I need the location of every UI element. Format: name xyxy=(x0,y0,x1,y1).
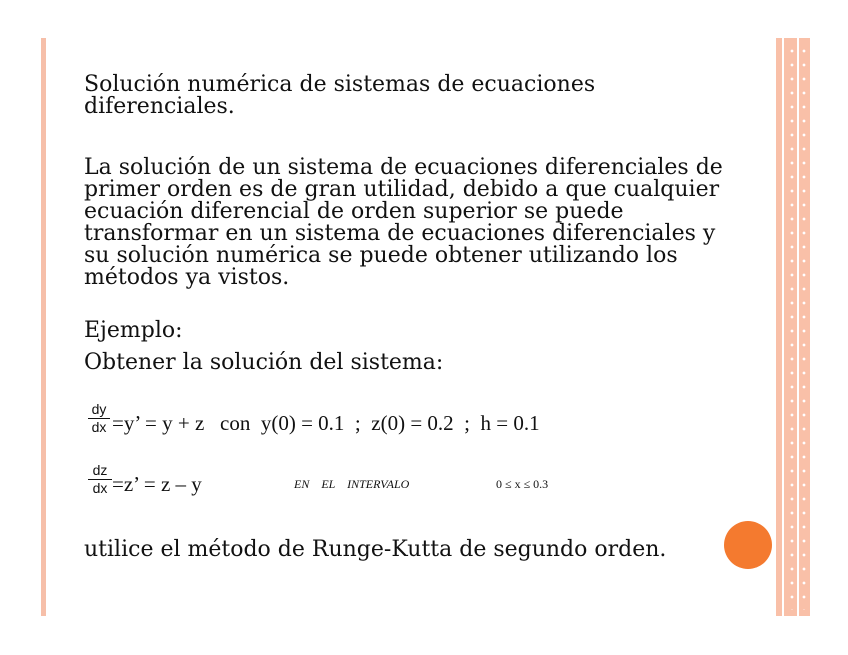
orange-circle-decoration xyxy=(724,521,772,569)
paragraph-line: ecuación diferencial de orden superior se puede xyxy=(84,199,624,224)
slide-title xyxy=(84,74,724,118)
border-dots xyxy=(790,44,794,610)
paragraph-line: métodos ya vistos. xyxy=(84,265,290,290)
border-dots xyxy=(802,44,806,610)
fraction-dz-dx xyxy=(88,463,112,496)
equation-2-body: =z’ = z – y xyxy=(112,472,202,496)
example-label: Ejemplo: xyxy=(84,318,183,343)
equation-1-body: =y’ = y + z con y(0) = 0.1 ; z(0) = 0.2 ; h = 0.1 xyxy=(112,411,540,435)
right-decorative-border xyxy=(776,38,810,616)
title-line: diferenciales. xyxy=(84,94,235,119)
fraction-denominator: dx xyxy=(91,419,107,435)
paragraph-line: La solución de un sistema de ecuaciones diferenciales de xyxy=(84,155,723,180)
paragraph-line: su solución numérica se puede obtener utilizando los xyxy=(84,243,678,268)
closing-instruction: utilice el método de Runge-Kutta de segundo orden. xyxy=(84,537,667,562)
fraction-denominator: dx xyxy=(92,480,108,496)
paragraph-line: primer orden es de gran utilidad, debido a que cualquier xyxy=(84,177,720,202)
intro-paragraph xyxy=(84,157,764,289)
interval-range: 0 ≤ x ≤ 0.3 xyxy=(496,477,549,491)
fraction-numerator: dy xyxy=(91,401,107,417)
fraction-numerator: dz xyxy=(92,462,108,478)
title-line: Solución numérica de sistemas de ecuaciones xyxy=(84,72,596,97)
fraction-dy-dx xyxy=(88,402,110,435)
interval-label: EN EL INTERVALO xyxy=(294,477,410,491)
paragraph-line: transformar en un sistema de ecuaciones diferenciales y xyxy=(84,221,716,246)
border-stripe xyxy=(782,38,784,616)
instruction-text: Obtener la solución del sistema: xyxy=(84,350,444,375)
left-accent-rule xyxy=(41,38,46,616)
border-stripe xyxy=(797,38,799,616)
